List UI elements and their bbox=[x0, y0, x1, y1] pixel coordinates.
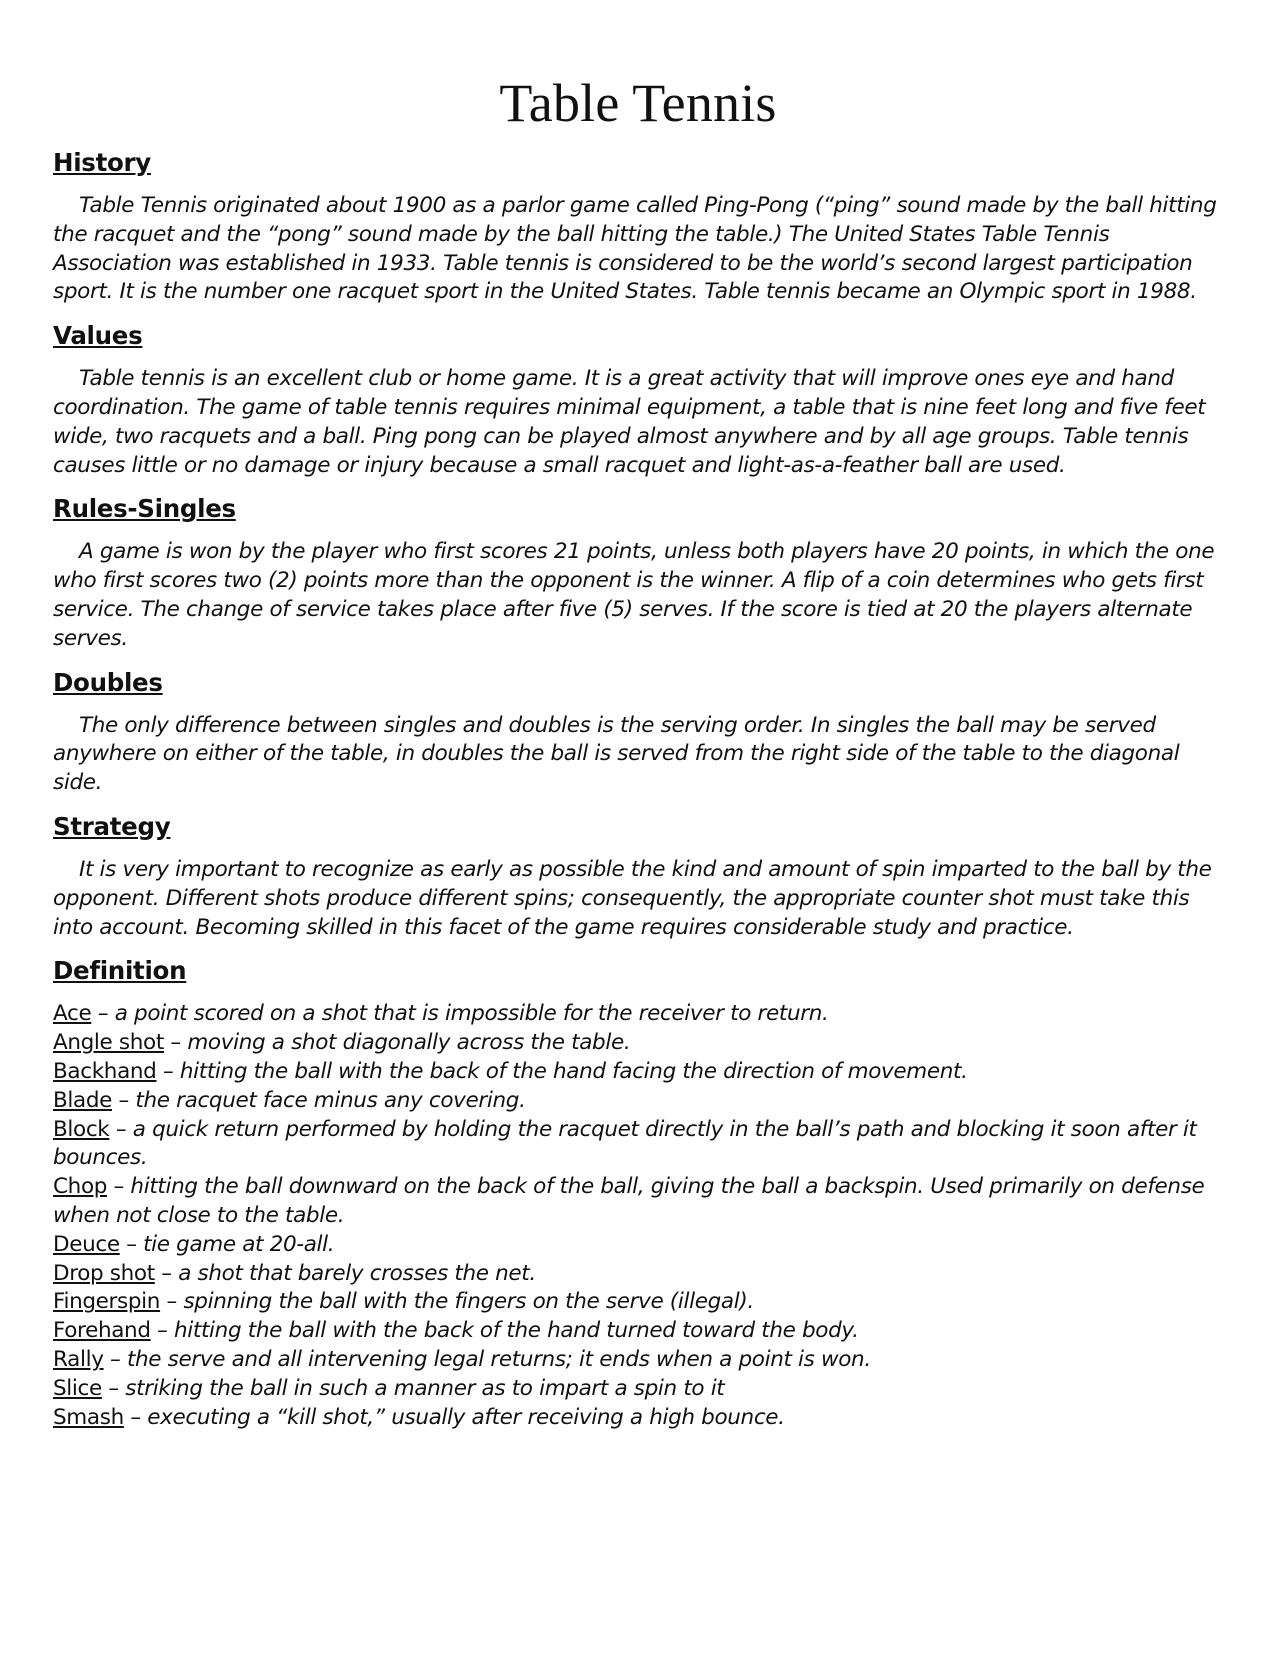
definition-text: a point scored on a shot that is impossible for the receiver to return. bbox=[114, 1001, 829, 1027]
definition-item bbox=[53, 1087, 1223, 1116]
definition-text: tie game at 20-all. bbox=[143, 1231, 335, 1257]
definition-term: Blade bbox=[53, 1087, 113, 1113]
section-values bbox=[53, 321, 1223, 480]
definition-term: Angle shot bbox=[53, 1030, 164, 1056]
definition-text: spinning the ball with the fingers on the serve (illegal). bbox=[183, 1289, 754, 1315]
definition-item bbox=[53, 1404, 1223, 1433]
definition-term: Deuce bbox=[53, 1231, 120, 1257]
section-paragraph: Table Tennis originated about 1900 as a parlor game called Ping-Pong (“ping” sound made by the ball hitting the racquet and the “pong” sound made by the ball hitting the table.) The United States Table Tennis Association was established in 1933. Table tennis is considered to be the world’s second largest participation sport. It is the number one racquet sport in the United States. Table tennis became an Olympic sport in 1988. bbox=[53, 193, 1217, 305]
definition-item bbox=[53, 1173, 1223, 1231]
definition-text: a shot that barely crosses the net. bbox=[178, 1260, 536, 1286]
definition-item bbox=[53, 1375, 1223, 1404]
definition-text: hitting the ball with the back of the hand turned toward the body. bbox=[174, 1318, 859, 1344]
definition-separator: – bbox=[101, 1375, 126, 1401]
definition-list bbox=[53, 1000, 1223, 1432]
definition-term: Block bbox=[53, 1116, 110, 1142]
definition-separator: – bbox=[91, 1001, 115, 1027]
section-heading: History bbox=[53, 148, 151, 177]
section-rules-singles bbox=[53, 494, 1223, 653]
definition-item bbox=[53, 1231, 1223, 1260]
definition-term: Smash bbox=[53, 1404, 124, 1430]
definition-term: Drop shot bbox=[53, 1260, 155, 1286]
definition-item bbox=[53, 1317, 1223, 1346]
section-history bbox=[53, 148, 1223, 307]
definition-separator: – bbox=[107, 1174, 131, 1200]
section-strategy bbox=[53, 812, 1223, 942]
definition-separator: – bbox=[119, 1231, 144, 1257]
definition-text: the racquet face minus any covering. bbox=[135, 1087, 526, 1113]
definition-separator: – bbox=[150, 1318, 174, 1344]
definition-term: Fingerspin bbox=[53, 1289, 161, 1315]
definition-term: Ace bbox=[53, 1001, 92, 1027]
definition-term: Forehand bbox=[53, 1318, 151, 1344]
section-heading: Values bbox=[53, 321, 143, 351]
definition-separator: – bbox=[156, 1058, 180, 1084]
definition-term: Chop bbox=[53, 1174, 108, 1200]
section-doubles bbox=[53, 668, 1223, 798]
definition-text: hitting the ball downward on the back of the ball, giving the ball a backspin. Used primarily on defense when not close to the table. bbox=[53, 1174, 1205, 1228]
definition-text: the serve and all intervening legal returns; it ends when a point is won. bbox=[126, 1346, 871, 1372]
definition-term: Rally bbox=[53, 1346, 104, 1372]
document-title: Table Tennis bbox=[499, 73, 777, 133]
definition-item bbox=[53, 1029, 1223, 1058]
definition-separator: – bbox=[109, 1116, 133, 1142]
definition-item bbox=[53, 1058, 1223, 1087]
definition-text: moving a shot diagonally across the table. bbox=[187, 1030, 631, 1056]
definition-item bbox=[53, 1346, 1223, 1375]
section-definition bbox=[53, 956, 1223, 1432]
section-heading: Rules-Singles bbox=[53, 494, 236, 524]
definition-separator: – bbox=[123, 1404, 148, 1430]
section-paragraph: A game is won by the player who first scores 21 points, unless both players have 20 points, in which the one who first scores two (2) points more than the opponent is the winner. A flip of a coin determines who gets first service. The change of service takes place after five (5) serves. If the score is tied at 20 the players alternate serves. bbox=[53, 539, 1215, 651]
definition-separator: – bbox=[112, 1087, 136, 1113]
definition-item bbox=[53, 1288, 1223, 1317]
definition-text: a quick return performed by holding the racquet directly in the ball’s path and blocking it soon after it bounces. bbox=[53, 1116, 1197, 1171]
definition-separator: – bbox=[154, 1260, 179, 1286]
definition-separator: – bbox=[163, 1030, 188, 1056]
section-paragraph: The only difference between singles and doubles is the serving order. In singles the ball may be served anywhere on either of the table, in doubles the ball is served from the right side of the table to the diagonal side. bbox=[53, 712, 1180, 796]
definition-text: striking the ball in such a manner as to impart a spin to it bbox=[125, 1375, 725, 1401]
section-paragraph: Table tennis is an excellent club or home game. It is a great activity that will improve ones eye and hand coordination. The game of table tennis requires minimal equipment, a table that is nine feet long and five feet wide, two racquets and a ball. Ping pong can be played almost anywhere and by all age groups. Table tennis causes little or no damage or injury because a small racquet and light-as-a-feather ball are used. bbox=[53, 366, 1206, 478]
section-paragraph: It is very important to recognize as early as possible the kind and amount of spin imparted to the ball by the opponent. Different shots produce different spins; consequently, the appropriate counter shot must take this into account. Becoming skilled in this facet of the game requires considerable study and practice. bbox=[53, 856, 1212, 940]
section-heading: Strategy bbox=[53, 811, 171, 841]
definition-item bbox=[53, 1000, 1223, 1029]
definition-text: executing a “kill shot,” usually after receiving a high bounce. bbox=[147, 1404, 785, 1430]
section-heading: Definition bbox=[53, 956, 187, 986]
definition-item bbox=[53, 1260, 1223, 1289]
definition-item bbox=[53, 1116, 1223, 1174]
document-page bbox=[53, 72, 1223, 1432]
definition-separator: – bbox=[160, 1289, 184, 1315]
definition-term: Slice bbox=[53, 1375, 102, 1401]
definition-separator: – bbox=[103, 1346, 127, 1372]
definition-text: hitting the ball with the back of the hand facing the direction of movement. bbox=[179, 1058, 968, 1084]
section-heading: Doubles bbox=[53, 667, 163, 697]
definition-term: Backhand bbox=[53, 1058, 157, 1084]
